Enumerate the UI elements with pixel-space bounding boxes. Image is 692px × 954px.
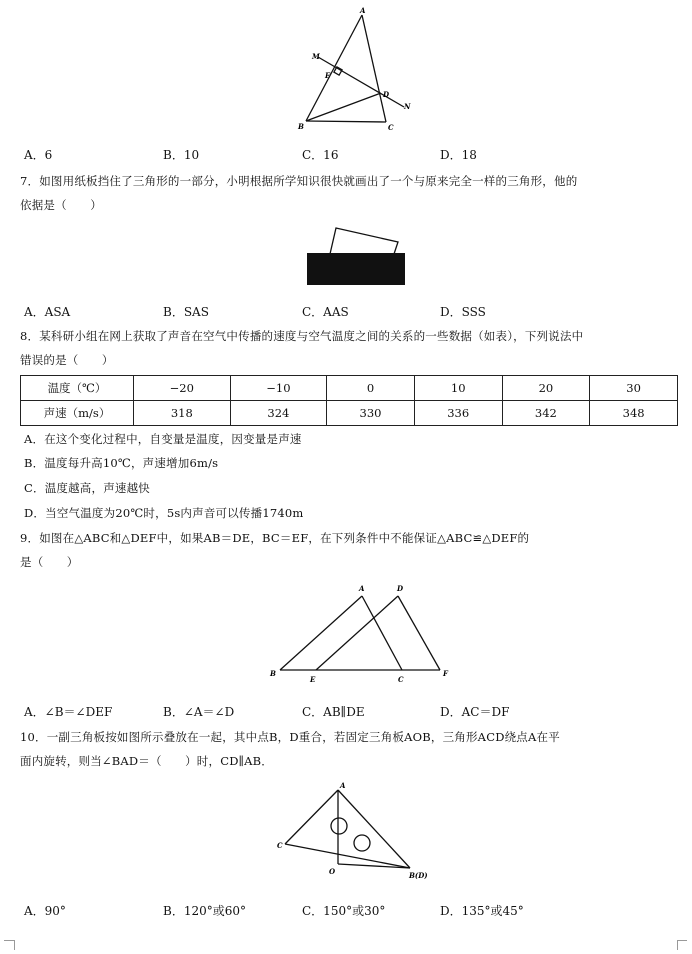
table-row-temperature — [21, 376, 678, 401]
q10-option-a: A．90° — [24, 904, 66, 918]
table-cell: 0 — [327, 376, 415, 401]
q8-option-c: C．温度越高，声速越快 — [24, 481, 150, 495]
table-row-speed — [21, 401, 678, 426]
q10-option-d: D．135°或45° — [440, 904, 524, 918]
label-A: A — [360, 6, 366, 15]
q9-option-c: C．AB∥DE — [302, 705, 365, 719]
q7-option-d: D．SSS — [440, 305, 486, 319]
page-corner-mark-left — [14, 940, 15, 950]
q7-text-line1: 7．如图用纸板挡住了三角形的一部分，小明根据所学知识很快就画出了一个与原来完全一样的三角形，他的 — [20, 174, 578, 188]
q9-option-d: D．AC＝DF — [440, 705, 510, 719]
label-C: C — [277, 841, 283, 850]
q9-triangles-figure — [262, 580, 462, 690]
label-C: C — [398, 675, 404, 684]
table-cell: 336 — [414, 401, 502, 426]
q6-option-d: D．18 — [440, 148, 477, 162]
label-B-D: B(D) — [409, 871, 428, 880]
table-cell: 10 — [414, 376, 502, 401]
q6-option-c: C．16 — [302, 148, 339, 162]
q9-text-line2: 是（ ） — [20, 555, 79, 569]
q10-text-line1: 10．一副三角板按如图所示叠放在一起，其中点B，D重合，若固定三角板AOB，三角形ACD绕点A在平 — [20, 730, 560, 744]
q9-text-line1: 9．如图在△ABC和△DEF中，如果AB＝DE，BC＝EF，在下列条件中不能保证△ABC≌△DEF的 — [20, 531, 530, 545]
label-D: D — [397, 584, 404, 593]
q6-option-a: A．6 — [24, 148, 53, 162]
label-B: B — [298, 122, 304, 131]
q7-option-a: A．ASA — [24, 305, 71, 319]
table-cell: 324 — [230, 401, 327, 426]
q8-option-b: B．温度每升高10℃，声速增加6m/s — [24, 456, 219, 470]
q6-triangle-figure — [290, 5, 420, 135]
page-corner-mark-left-h — [4, 940, 14, 941]
label-C: C — [388, 123, 394, 132]
label-E: E — [325, 71, 331, 80]
q7-covered-triangle-figure — [300, 222, 410, 292]
page-corner-mark-right-h — [677, 940, 687, 941]
table-cell: 330 — [327, 401, 415, 426]
table-header-speed: 声速（m/s） — [21, 401, 134, 426]
table-cell: −10 — [230, 376, 327, 401]
q6-option-b: B．10 — [163, 148, 200, 162]
table-cell: −20 — [134, 376, 231, 401]
q7-option-c: C．AAS — [302, 305, 349, 319]
q8-text-line1: 8．某科研小组在网上获取了声音在空气中传播的速度与空气温度之间的关系的一些数据（如表），下列说法中 — [20, 329, 584, 343]
label-N: N — [404, 102, 411, 111]
q8-data-table — [20, 375, 678, 426]
label-A: A — [340, 781, 346, 790]
q8-text-line2: 错误的是（ ） — [20, 353, 114, 367]
q9-option-b: B．∠A＝∠D — [163, 705, 235, 719]
page-corner-mark-right — [677, 940, 678, 950]
q8-option-d: D．当空气温度为20℃时，5s内声音可以传播1740m — [24, 506, 304, 520]
label-O: O — [329, 867, 336, 876]
q7-text-line2: 依据是（ ） — [20, 198, 102, 212]
table-cell: 342 — [502, 401, 590, 426]
label-F: F — [443, 669, 448, 678]
q9-option-a: A．∠B＝∠DEF — [24, 705, 113, 719]
table-cell: 318 — [134, 401, 231, 426]
q10-option-b: B．120°或60° — [163, 904, 246, 918]
q7-option-b: B．SAS — [163, 305, 209, 319]
q10-option-c: C．150°或30° — [302, 904, 386, 918]
q10-text-line2: 面内旋转，则当∠BAD＝（ ）时，CD∥AB． — [20, 754, 273, 768]
table-cell: 30 — [590, 376, 678, 401]
label-B: B — [270, 669, 276, 678]
label-D: D — [383, 90, 390, 99]
label-M: M — [312, 52, 320, 61]
table-cell: 20 — [502, 376, 590, 401]
table-cell: 348 — [590, 401, 678, 426]
q8-option-a: A．在这个变化过程中，自变量是温度，因变量是声速 — [24, 432, 302, 446]
q10-set-squares-figure — [275, 778, 435, 890]
label-A: A — [359, 584, 365, 593]
table-header-temp: 温度（℃） — [21, 376, 134, 401]
label-E: E — [310, 675, 316, 684]
